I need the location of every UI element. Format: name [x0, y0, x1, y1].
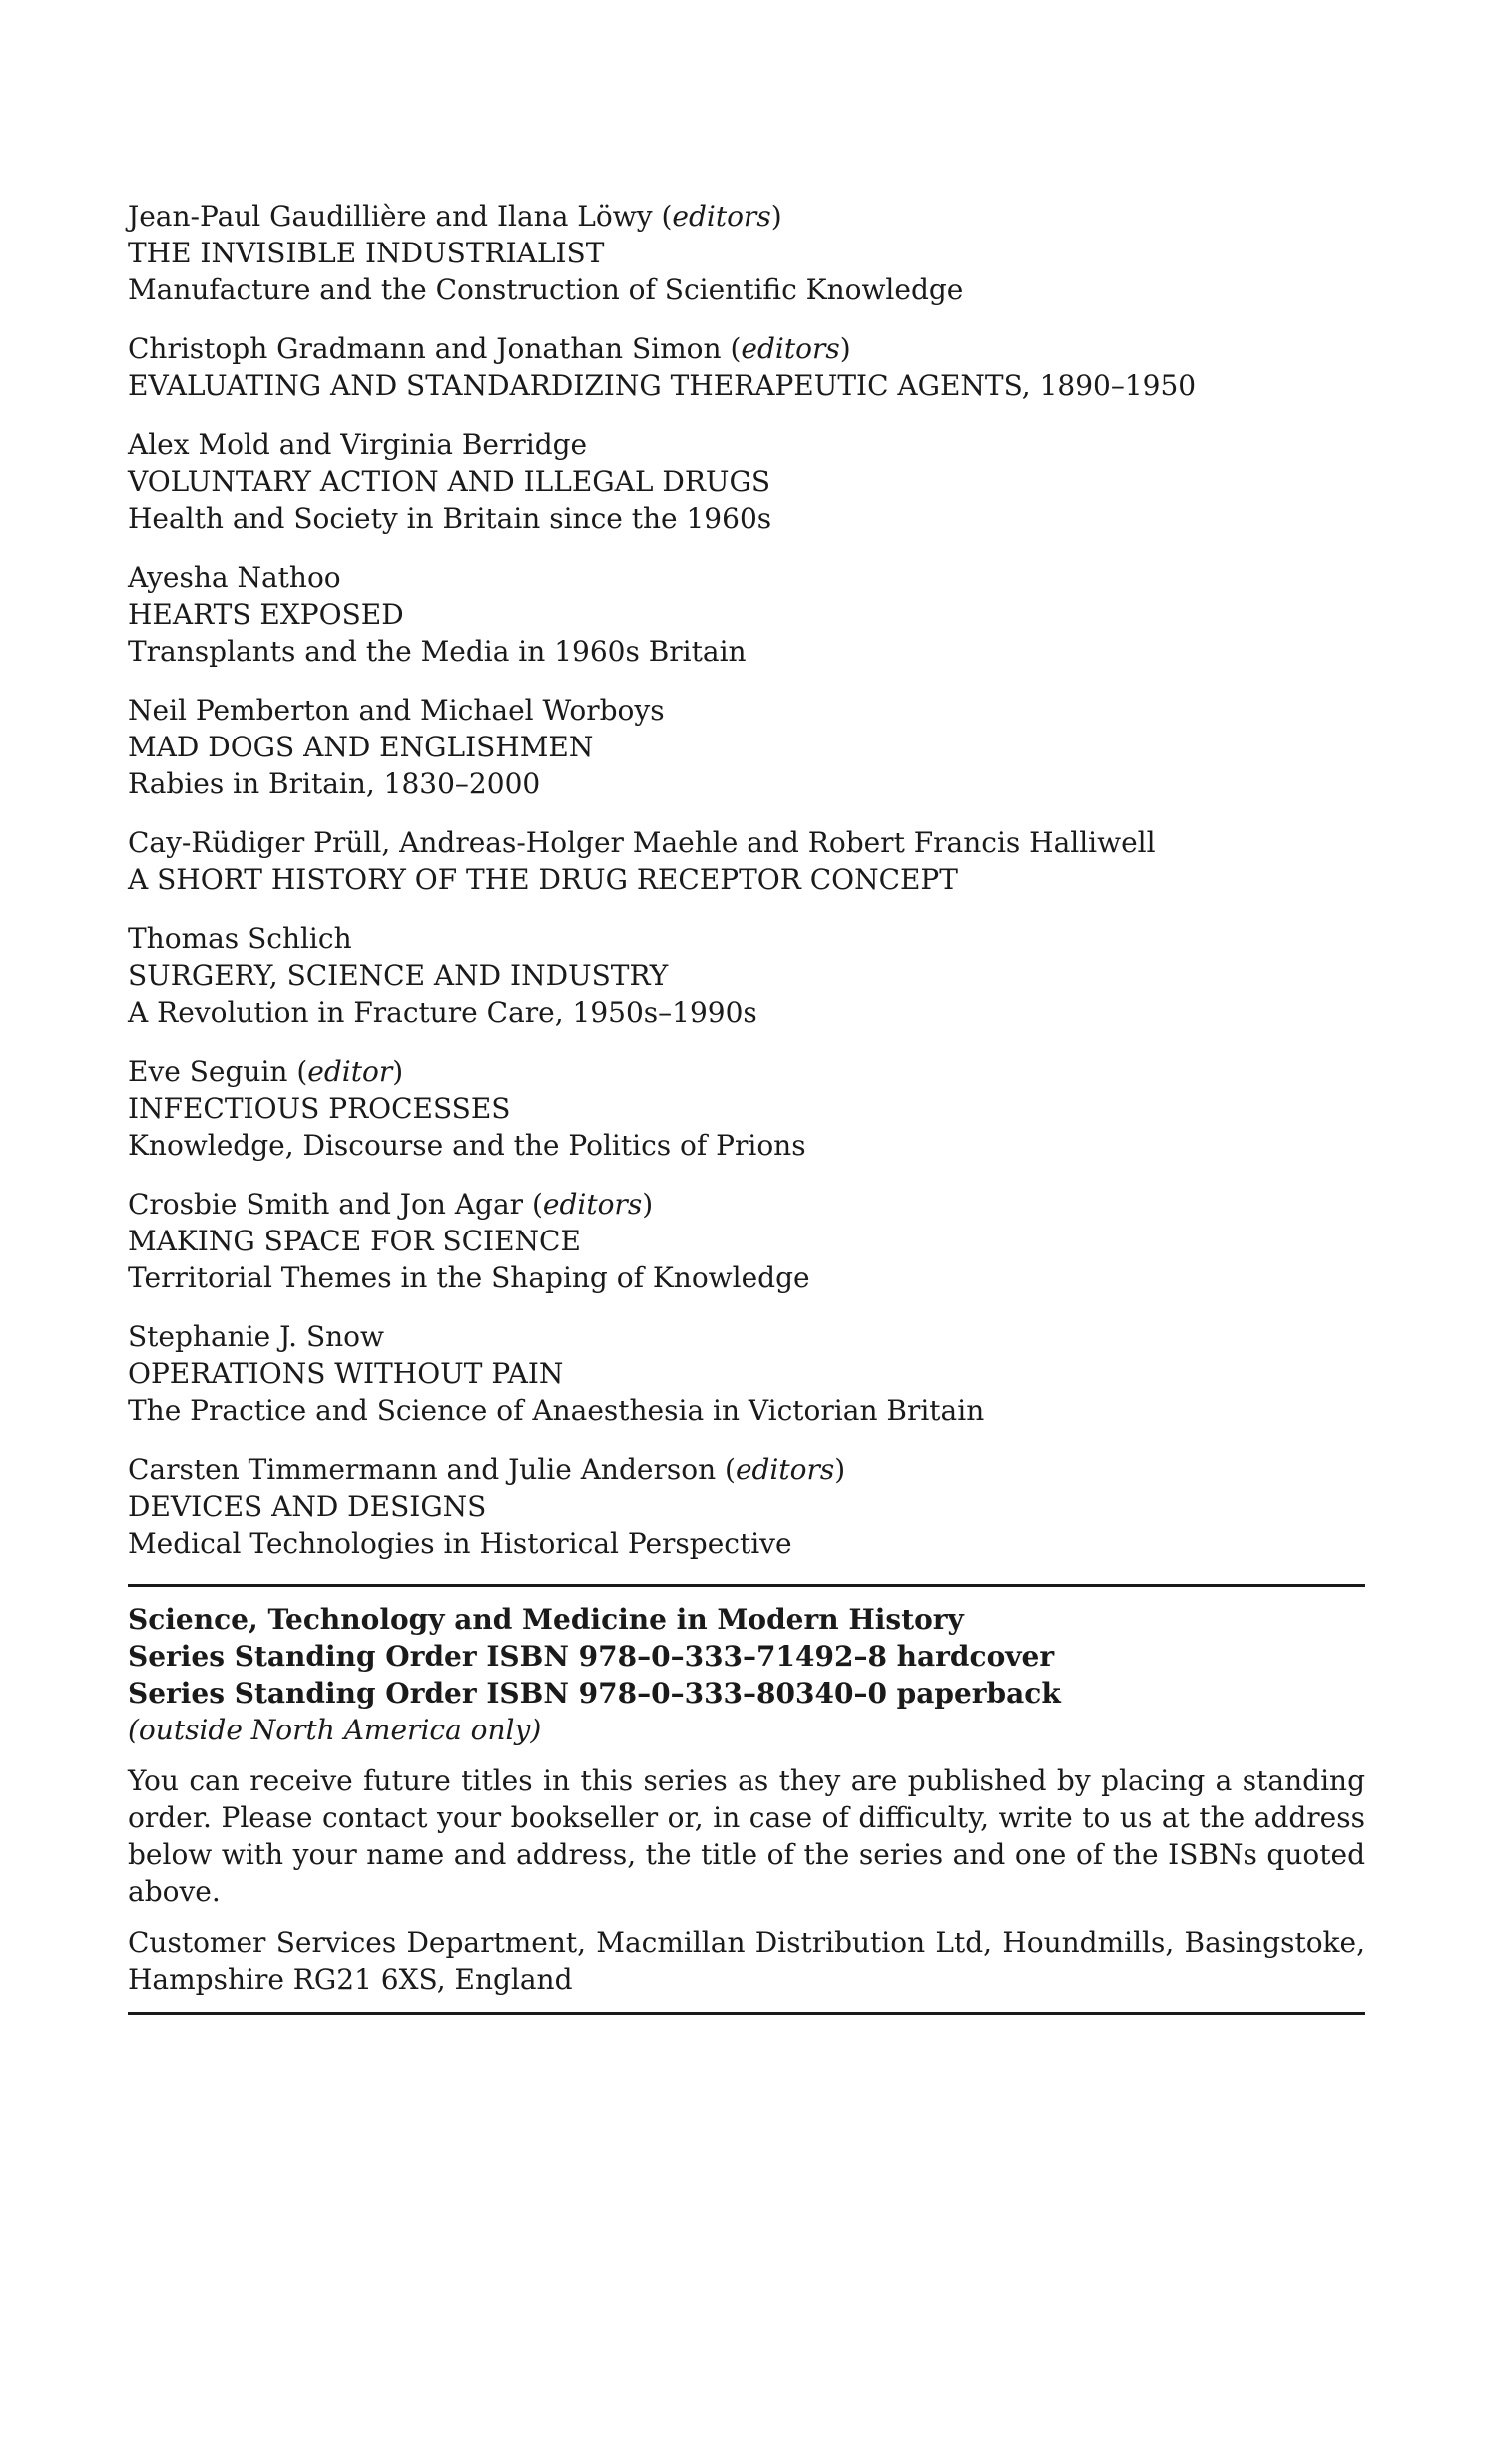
title-entry [128, 692, 1365, 802]
title-entry [128, 1186, 1365, 1296]
entry-title: HEARTS EXPOSED [128, 598, 404, 631]
entry-title: DEVICES AND DESIGNS [128, 1490, 487, 1523]
entry-authors-line [128, 692, 1365, 729]
title-entry [128, 1451, 1365, 1562]
entry-authors: Crosbie Smith and Jon Agar [128, 1188, 524, 1221]
title-entry [128, 198, 1365, 308]
role-paren-close: ) [642, 1188, 654, 1221]
entry-role: editors [542, 1188, 643, 1221]
entry-authors: Christoph Gradmann and Jonathan Simon [128, 332, 722, 365]
entry-authors-line [128, 920, 1365, 957]
entry-authors-line [128, 1186, 1365, 1223]
title-entry [128, 1318, 1365, 1429]
role-paren-close: ) [834, 1453, 846, 1486]
role-paren-close: ) [839, 332, 851, 365]
role-paren-open: ( [523, 1188, 543, 1221]
entry-title: VOLUNTARY ACTION AND ILLEGAL DRUGS [128, 465, 771, 498]
entry-role: editors [741, 332, 840, 365]
entry-subtitle: Territorial Themes in the Shaping of Knowledge [128, 1261, 810, 1294]
entry-authors: Thomas Schlich [128, 922, 352, 955]
entry-subtitle: A Revolution in Fracture Care, 1950s–1990s [128, 996, 757, 1029]
standing-order-text: You can receive future titles in this series as they are published by placing a standing order. Please contact your bookseller or, in case of difficulty, write to us at the address below with your name and address, the title of the series and one of the ISBNs quoted above. [128, 1764, 1365, 1908]
entry-subtitle: The Practice and Science of Anaesthesia in Victorian Britain [128, 1394, 985, 1427]
entry-authors-line [128, 824, 1365, 861]
role-paren-close: ) [770, 200, 782, 233]
entry-subtitle: Knowledge, Discourse and the Politics of Prions [128, 1129, 806, 1162]
role-paren-open: ( [652, 200, 673, 233]
series-isbn-paperback: Series Standing Order ISBN 978–0–333–80340–0 paperback [128, 1677, 1061, 1710]
role-paren-open: ( [716, 1453, 736, 1486]
entry-authors: Ayesha Nathoo [128, 561, 341, 594]
entry-authors-line [128, 1451, 1365, 1488]
title-entry [128, 824, 1365, 898]
entry-authors: Eve Seguin [128, 1055, 288, 1088]
entry-role: editors [735, 1453, 835, 1486]
series-box [128, 1584, 1365, 2015]
series-name: Science, Technology and Medicine in Modern History [128, 1603, 964, 1636]
entry-authors-line [128, 330, 1365, 367]
role-paren-close: ) [392, 1055, 404, 1088]
entry-authors: Alex Mold and Virginia Berridge [128, 428, 588, 461]
entry-title: EVALUATING AND STANDARDIZING THERAPEUTIC AGENTS, 1890–1950 [128, 369, 1197, 402]
entry-subtitle: Manufacture and the Construction of Scientific Knowledge [128, 273, 964, 306]
entry-authors-line [128, 559, 1365, 596]
series-note: (outside North America only) [128, 1714, 542, 1746]
entry-authors-line [128, 1053, 1365, 1090]
entry-subtitle: Transplants and the Media in 1960s Britain [128, 635, 747, 668]
entry-authors: Stephanie J. Snow [128, 1320, 385, 1353]
title-entry [128, 426, 1365, 537]
entry-subtitle: Medical Technologies in Historical Perspective [128, 1527, 792, 1560]
title-entry [128, 920, 1365, 1031]
entry-authors: Jean-Paul Gaudillière and Ilana Löwy [128, 200, 653, 233]
entry-subtitle: Health and Society in Britain since the 1960s [128, 502, 772, 535]
entry-title: SURGERY, SCIENCE AND INDUSTRY [128, 959, 669, 992]
entry-title: OPERATIONS WITHOUT PAIN [128, 1357, 564, 1390]
title-list [128, 198, 1365, 1562]
title-entry [128, 559, 1365, 670]
series-isbn-hardcover: Series Standing Order ISBN 978–0–333–71492–8 hardcover [128, 1640, 1055, 1673]
role-paren-open: ( [287, 1055, 308, 1088]
entry-authors: Neil Pemberton and Michael Worboys [128, 694, 665, 727]
entry-title: THE INVISIBLE INDUSTRIALIST [128, 237, 605, 269]
entry-title: MAD DOGS AND ENGLISHMEN [128, 731, 594, 763]
entry-role: editors [672, 200, 771, 233]
entry-title: A SHORT HISTORY OF THE DRUG RECEPTOR CONCEPT [128, 863, 958, 896]
entry-authors: Cay-Rüdiger Prüll, Andreas-Holger Maehle and Robert Francis Halliwell [128, 826, 1156, 859]
entry-authors-line [128, 426, 1365, 463]
title-entry [128, 1053, 1365, 1164]
entry-authors-line [128, 198, 1365, 235]
entry-authors-line [128, 1318, 1365, 1355]
entry-authors: Carsten Timmermann and Julie Anderson [128, 1453, 717, 1486]
distribution-address: Customer Services Department, Macmillan Distribution Ltd, Houndmills, Basingstoke, Hampshire RG21 6XS, England [128, 1926, 1365, 1996]
entry-role: editor [307, 1055, 393, 1088]
page-content [128, 198, 1365, 2015]
entry-title: INFECTIOUS PROCESSES [128, 1092, 511, 1125]
entry-title: MAKING SPACE FOR SCIENCE [128, 1225, 581, 1257]
role-paren-open: ( [721, 332, 742, 365]
title-entry [128, 330, 1365, 404]
entry-subtitle: Rabies in Britain, 1830–2000 [128, 767, 541, 800]
